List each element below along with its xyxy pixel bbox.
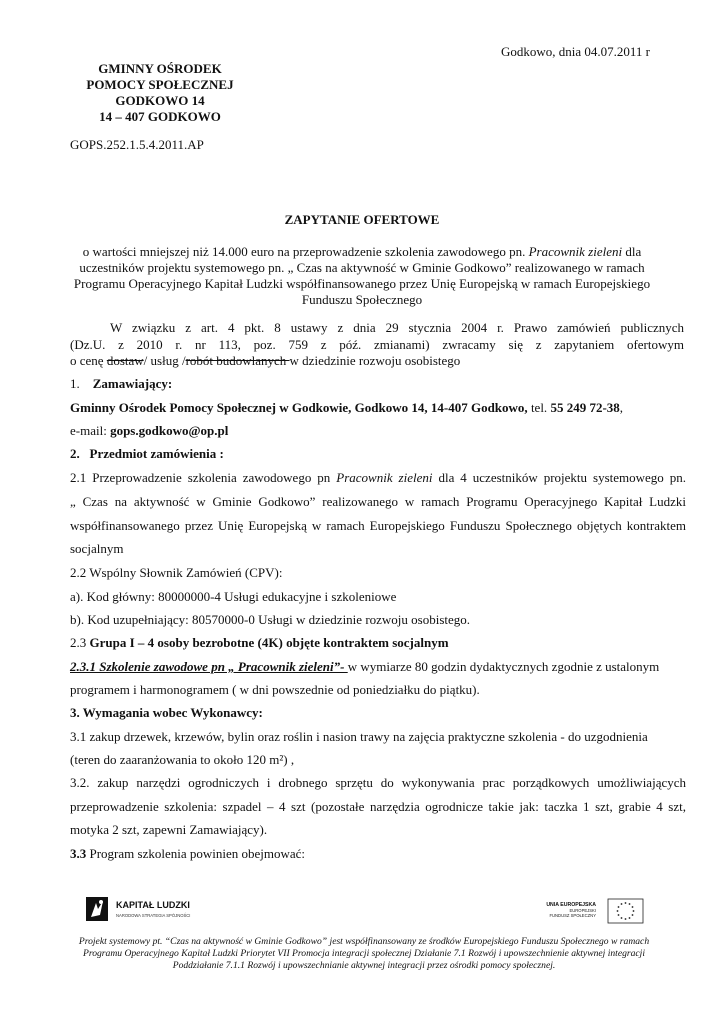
section-1-heading: [70, 376, 172, 392]
s23-number: 2.3: [70, 635, 90, 650]
kl-title: KAPITAŁ LUDZKI: [116, 900, 190, 910]
s21-line-4: socjalnym: [70, 541, 124, 556]
sender-line-3: GODKOWO 14: [115, 93, 205, 108]
s21-line-3: współfinansowanego przez Unię Europejską w ramach Europejskiego Funduszu Społecznego objętych kontraktem: [70, 518, 686, 533]
s21-number: 2.1: [70, 470, 87, 485]
legal-line-2: (Dz.U. z 2010 r. nr 113, poz. 759 z póź. zmianami) zwracamy się z zapytaniem ofertowym: [70, 336, 684, 352]
reference-number: GOPS.252.1.5.4.2011.AP: [70, 137, 204, 152]
tel-label: tel.: [527, 400, 551, 415]
document-date: Godkowo, dnia 04.07.2011 r: [501, 44, 651, 59]
s231-text: w wymiarze 80 godzin dydaktycznych zgodnie z ustalonym: [347, 659, 660, 674]
s32-line-2: przeprowadzenie szkolenia: szpadel – 4 szt (pozostałe narzędzia ogrodnicze takie jak: taczka 1 szt, grabie 4 szt,: [70, 799, 686, 814]
legal-line-1: W związku z art. 4 pkt. 8 ustawy z dnia 29 stycznia 2004 r. Prawo zamówień publicznych: [110, 320, 684, 335]
ue-sub-2: FUNDUSZ SPOŁECZNY: [549, 913, 596, 918]
section-1-number: 1.: [70, 376, 80, 391]
kapital-ludzki-icon: [84, 893, 224, 925]
s33-text: Program szkolenia powinien obejmować:: [86, 846, 306, 861]
s23-title: Grupa I – 4 osoby bezrobotne (4K) objęte kontraktem socjalnym: [89, 635, 449, 650]
document-title: ZAPYTANIE OFERTOWE: [284, 212, 440, 227]
footer-note: Projekt systemowy pt. “Czas na aktywność w Gminie Godkowo” jest współfinansowany ze środków Europejskiego Funduszu Społecznego w ramach Programu Operacyjnego Kapitał Ludzki Priorytet VII Promocja integracji społecznej Działanie 7.1 Rozwój i upowszechnienie aktywnej integracji Poddziałanie 7.1.1 Rozwój i upowszechnianie aktywnej integracji przez ośrodki pomocy społecznej.: [78, 936, 650, 971]
s22-title: 2.2 Wspólny Słownik Zamówień (CPV):: [70, 565, 283, 580]
s21-line-1: [70, 470, 686, 486]
ordering-party-line: [70, 400, 623, 416]
tel-comma: ,: [619, 400, 624, 415]
section-2-title: Przedmiot zamówienia :: [89, 446, 224, 461]
email-line: [70, 423, 228, 439]
legal-line-3-a: o cenę: [70, 353, 107, 368]
section-3-heading: [70, 705, 263, 721]
s32-line-3: motyka 2 szt, zapewni Zamawiający).: [70, 822, 268, 837]
sender-header: [60, 61, 260, 125]
s21-text-a: Przeprowadzenie szkolenia zawodowego pn: [86, 470, 337, 485]
legal-line-3-c: w dziedzinie rozwoju osobistego: [289, 353, 461, 368]
section-2-heading: [70, 446, 224, 462]
intro-text-2: dla uczestników projektu systemowego pn. „ Czas na aktywność w Gminie Godkowo” realizowanego w ramach Programu Operacyjnego Kapitał Ludzki współfinansowanego przez Unię Europejską w ramach Europejskiego Funduszu Społecznego: [73, 244, 651, 307]
s21-text-b: dla 4 uczestników projektu systemowego pn.: [432, 470, 686, 485]
eu-flag-icon: [530, 898, 645, 924]
eu-logo: [530, 898, 645, 924]
s231-line-2: programem i harmonogramem ( w dni powszednie od poniedziałku do piątku).: [70, 682, 480, 697]
kapital-ludzki-logo: [84, 893, 224, 925]
s33-number: 3.3: [70, 846, 87, 861]
email-address[interactable]: gops.godkowo@op.pl: [110, 423, 229, 438]
s22-a: a). Kod główny: 80000000-4 Usługi edukacyjne i szkoleniowe: [70, 589, 397, 604]
ue-title: UNIA EUROPEJSKA: [546, 902, 596, 908]
ue-sub-1: EUROPEJSKI: [569, 908, 596, 913]
tel-number: 55 249 72-38: [550, 400, 620, 415]
s32-line-1: 3.2. zakup narzędzi ogrodniczych i drobnego sprzętu do wykonywania prac porządkowych umożliwiających: [70, 775, 686, 790]
intro-text-1: o wartości mniejszej niż 14.000 euro na przeprowadzenie szkolenia zawodowego pn.: [82, 244, 529, 259]
strike-dostaw: dostaw: [106, 353, 144, 368]
s31-line-1: 3.1 zakup drzewek, krzewów, bylin oraz roślin i nasion trawy na zajęcia praktyczne szkolenia - do uzgodnienia: [70, 729, 648, 744]
s21-line-2: „ Czas na aktywność w Gminie Godkowo” realizowanego w ramach Programu Operacyjnego Kapitał Ludzki: [70, 494, 686, 509]
s22-b: b). Kod uzupełniający: 80570000-0 Usługi w dziedzinie rozwoju osobistego.: [70, 612, 471, 627]
legal-line-3-b: / usług /: [143, 353, 186, 368]
kl-subtitle: NARODOWA STRATEGIA SPÓJNOŚCI: [116, 913, 191, 918]
intro-italic: Pracownik zieleni: [528, 244, 623, 259]
section-2-number: 2.: [70, 446, 80, 461]
ordering-party-name: Gminny Ośrodek Pomocy Społecznej w Godkowie, Godkowo 14, 14-407 Godkowo,: [70, 400, 528, 415]
s231-line-1: [70, 659, 659, 675]
s23-heading: [70, 635, 449, 651]
strike-roboty: robót budowlanych: [185, 353, 290, 368]
sender-line-4: 14 – 407 GODKOWO: [99, 109, 221, 124]
intro-paragraph: [72, 244, 652, 308]
section-3-title: 3. Wymagania wobec Wykonawcy:: [70, 705, 263, 720]
s21-italic: Pracownik zieleni: [336, 470, 433, 485]
s33-line: [70, 846, 305, 862]
section-1-title: Zamawiający:: [92, 376, 173, 391]
legal-basis-paragraph: [70, 320, 684, 370]
s231-label: 2.3.1 Szkolenie zawodowe pn „ Pracownik zieleni”-: [70, 659, 348, 674]
sender-line-2: POMOCY SPOŁECZNEJ: [86, 77, 234, 92]
sender-line-1: GMINNY OŚRODEK: [98, 61, 222, 76]
legal-line-3: [70, 353, 460, 368]
email-label: e-mail:: [70, 423, 111, 438]
s31-line-2: (teren do zaaranżowania to około 120 m²) ,: [70, 752, 295, 767]
